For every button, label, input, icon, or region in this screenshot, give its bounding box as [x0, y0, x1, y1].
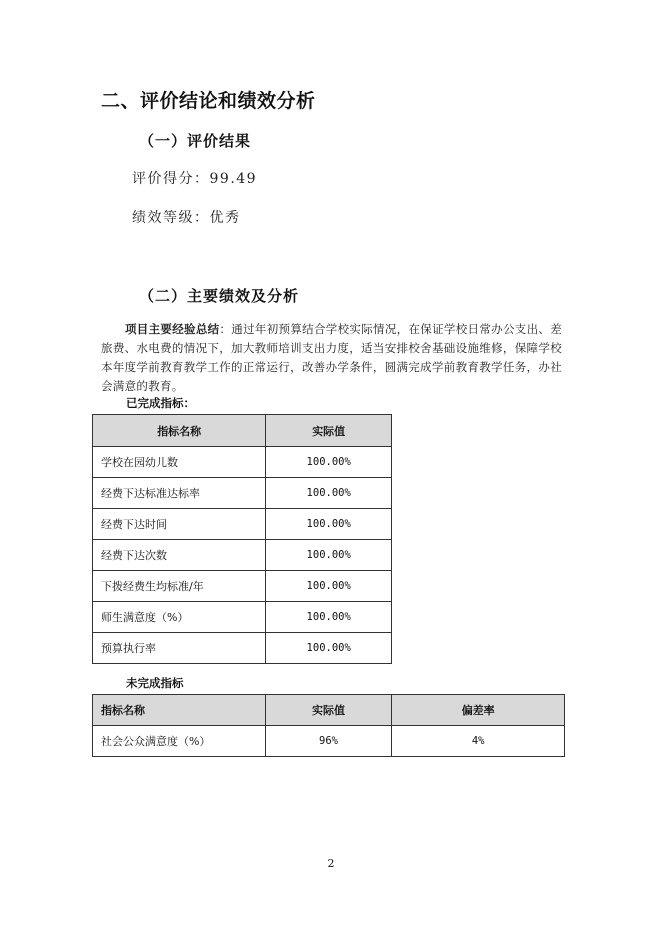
table-row	[93, 726, 565, 757]
table-row	[93, 478, 392, 509]
indicator-value: 100.00%	[266, 509, 392, 540]
subsection-title-results: （一）评价结果	[139, 132, 252, 150]
indicator-value: 100.00%	[266, 540, 392, 571]
header-indicator-name: 指标名称	[93, 695, 266, 726]
indicator-value: 100.00%	[266, 571, 392, 602]
table-row	[93, 509, 392, 540]
indicator-name: 经费下达次数	[93, 540, 266, 571]
indicator-value: 100.00%	[266, 478, 392, 509]
indicator-deviation: 4%	[392, 726, 565, 757]
score-line: 评价得分：99.49	[132, 171, 258, 187]
header-actual-value: 实际值	[266, 415, 392, 447]
uncompleted-indicators-table	[92, 694, 565, 757]
indicator-name: 经费下达时间	[93, 509, 266, 540]
table-row	[93, 447, 392, 478]
page-number: 2	[327, 857, 335, 870]
indicator-name: 师生满意度（%）	[93, 602, 266, 633]
table-row	[93, 602, 392, 633]
completed-indicators-table	[92, 414, 392, 664]
summary-paragraph	[101, 320, 562, 396]
table-row	[93, 633, 392, 664]
indicator-value: 100.00%	[266, 447, 392, 478]
summary-text: ：通过年初预算结合学校实际情况，在保证学校日常办公支出、差旅费、水电费的情况下，加大教师培训支出力度，适当安排校舍基础设施维修，保障学校本年度学前教育教学工作的正常运行，改善办学条件，圆满完成学前教育教学任务，办社会满意的教育。	[101, 322, 562, 393]
table-row	[93, 571, 392, 602]
completed-label: 已完成指标：	[126, 396, 195, 410]
indicator-name: 社会公众满意度（%）	[93, 726, 266, 757]
indicator-name: 下拨经费生均标准/年	[93, 571, 266, 602]
indicator-name: 学校在园幼儿数	[93, 447, 266, 478]
table-header-row	[93, 415, 392, 447]
header-actual-value: 实际值	[265, 695, 392, 726]
header-deviation-rate: 偏差率	[392, 695, 565, 726]
indicator-name: 经费下达标准达标率	[93, 478, 266, 509]
indicator-value: 96%	[265, 726, 392, 757]
indicator-value: 100.00%	[266, 633, 392, 664]
header-indicator-name: 指标名称	[93, 415, 266, 447]
grade-line: 绩效等级：优秀	[132, 210, 241, 226]
subsection-title-analysis: （二）主要绩效及分析	[139, 287, 300, 305]
indicator-name: 预算执行率	[93, 633, 266, 664]
uncompleted-label: 未完成指标	[126, 676, 184, 690]
table-row	[93, 540, 392, 571]
section-title: 二、评价结论和绩效分析	[101, 90, 316, 112]
summary-label: 项目主要经验总结	[125, 322, 220, 336]
table-header-row	[93, 695, 565, 726]
indicator-value: 100.00%	[266, 602, 392, 633]
